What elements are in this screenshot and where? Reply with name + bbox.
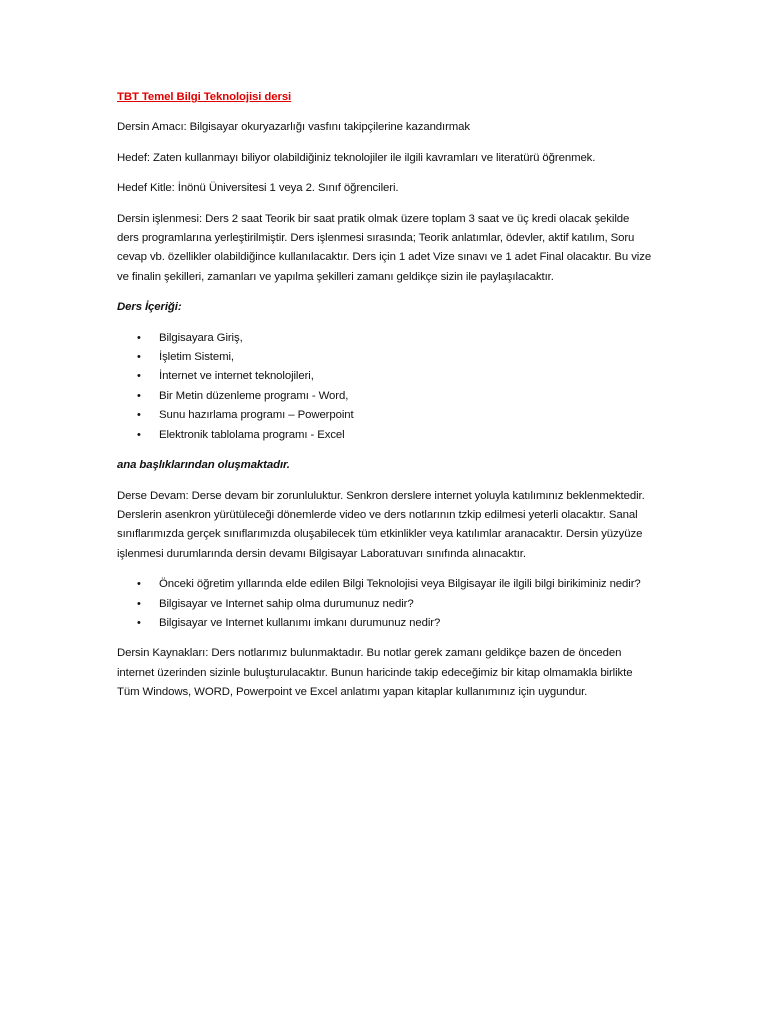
list-item: • Elektronik tablolama programı - Excel — [159, 426, 652, 445]
content-footer: ana başlıklarından oluşmaktadır. — [117, 459, 290, 472]
bullet-icon: • — [137, 331, 141, 344]
content-list — [117, 329, 652, 445]
bullet-icon: • — [137, 370, 141, 383]
list-item: • Önceki öğretim yıllarında elde edilen Bilgi Teknolojisi veya Bilgisayar ile ilgili bilgi birikiminiz nedir? — [159, 575, 652, 594]
target-audience: Hedef Kitle: İnönü Üniversitesi 1 veya 2. Sınıf öğrencileri. — [117, 182, 399, 195]
list-item: • İnternet ve internet teknolojileri, — [159, 367, 652, 386]
bullet-icon: • — [137, 389, 141, 402]
list-item: • Bilgisayar ve Internet kullanımı imkanı durumunuz nedir? — [159, 614, 652, 633]
list-item: • Sunu hazırlama programı – Powerpoint — [159, 406, 652, 425]
bullet-icon: • — [137, 597, 141, 610]
resources-paragraph: Dersin Kaynakları: Ders notlarımız bulunmaktadır. Bu notlar gerek zamanı geldikçe bazen de önceden internet üzerinden sizinle buluşturulacaktır. Bunun haricinde takip edeceğimiz bir kitap olmamakla birlikte Tüm Windows, WORD, Powerpoint ve Excel anlatımı yapan kitaplar kullanımınız için uygundur. — [117, 647, 633, 699]
course-aim: Dersin Amacı: Bilgisayar okuryazarlığı vasfını takipçilerine kazandırmak — [117, 121, 471, 134]
list-item: • İşletim Sistemi, — [159, 348, 652, 367]
content-heading: Ders İçeriği: — [117, 301, 182, 314]
bullet-icon: • — [137, 578, 141, 591]
list-item: • Bilgisayar ve Internet sahip olma durumunuz nedir? — [159, 595, 652, 614]
bullet-icon: • — [137, 428, 141, 441]
bullet-icon: • — [137, 409, 141, 422]
list-item: • Bir Metin düzenleme programı - Word, — [159, 387, 652, 406]
course-goal: Hedef: Zaten kullanmayı biliyor olabildiğiniz teknolojiler ile ilgili kavramları ve literatürü öğrenmek. — [117, 151, 596, 164]
questions-list — [117, 575, 652, 633]
document-title: TBT Temel Bilgi Teknolojisi dersi — [117, 91, 292, 103]
document-page — [117, 88, 652, 714]
attendance-paragraph: Derse Devam: Derse devam bir zorunluluktur. Senkron derslere internet yoluyla katılımınız beklenmektedir. Derslerin asenkron yürütüleceği dönemlerde video ve ders notlarının tzkip edilmesi yeterli olacaktır. Sanal sınıflarımızda gerçek sınıflarımızda oluşabilecek tüm etkinlikler veya katılımlar aranacaktır. Dersin yüzyüze işlenmesi durumlarında dersin devamı Bilgisayar Laboratuvarı sınıfında alınacaktır. — [117, 489, 645, 560]
bullet-icon: • — [137, 616, 141, 629]
bullet-icon: • — [137, 351, 141, 364]
course-conduct: Dersin işlenmesi: Ders 2 saat Teorik bir saat pratik olmak üzere toplam 3 saat ve üç kredi olacak şekilde ders programlarına yerleştirilmiştir. Ders işlenmesi sırasında; Teorik anlatımlar, ödevler, aktif katılım, Soru cevap vb. özellikler olabildiğince kullanılacaktır. Ders için 1 adet Vize sınavı ve 1 adet Final olacaktır. Bu vize ve finalin şekilleri, zamanları ve yapılma şekilleri zamanı geldikçe sizin ile paylaşılacaktır. — [117, 212, 652, 283]
list-item: • Bilgisayara Giriş, — [159, 329, 652, 348]
